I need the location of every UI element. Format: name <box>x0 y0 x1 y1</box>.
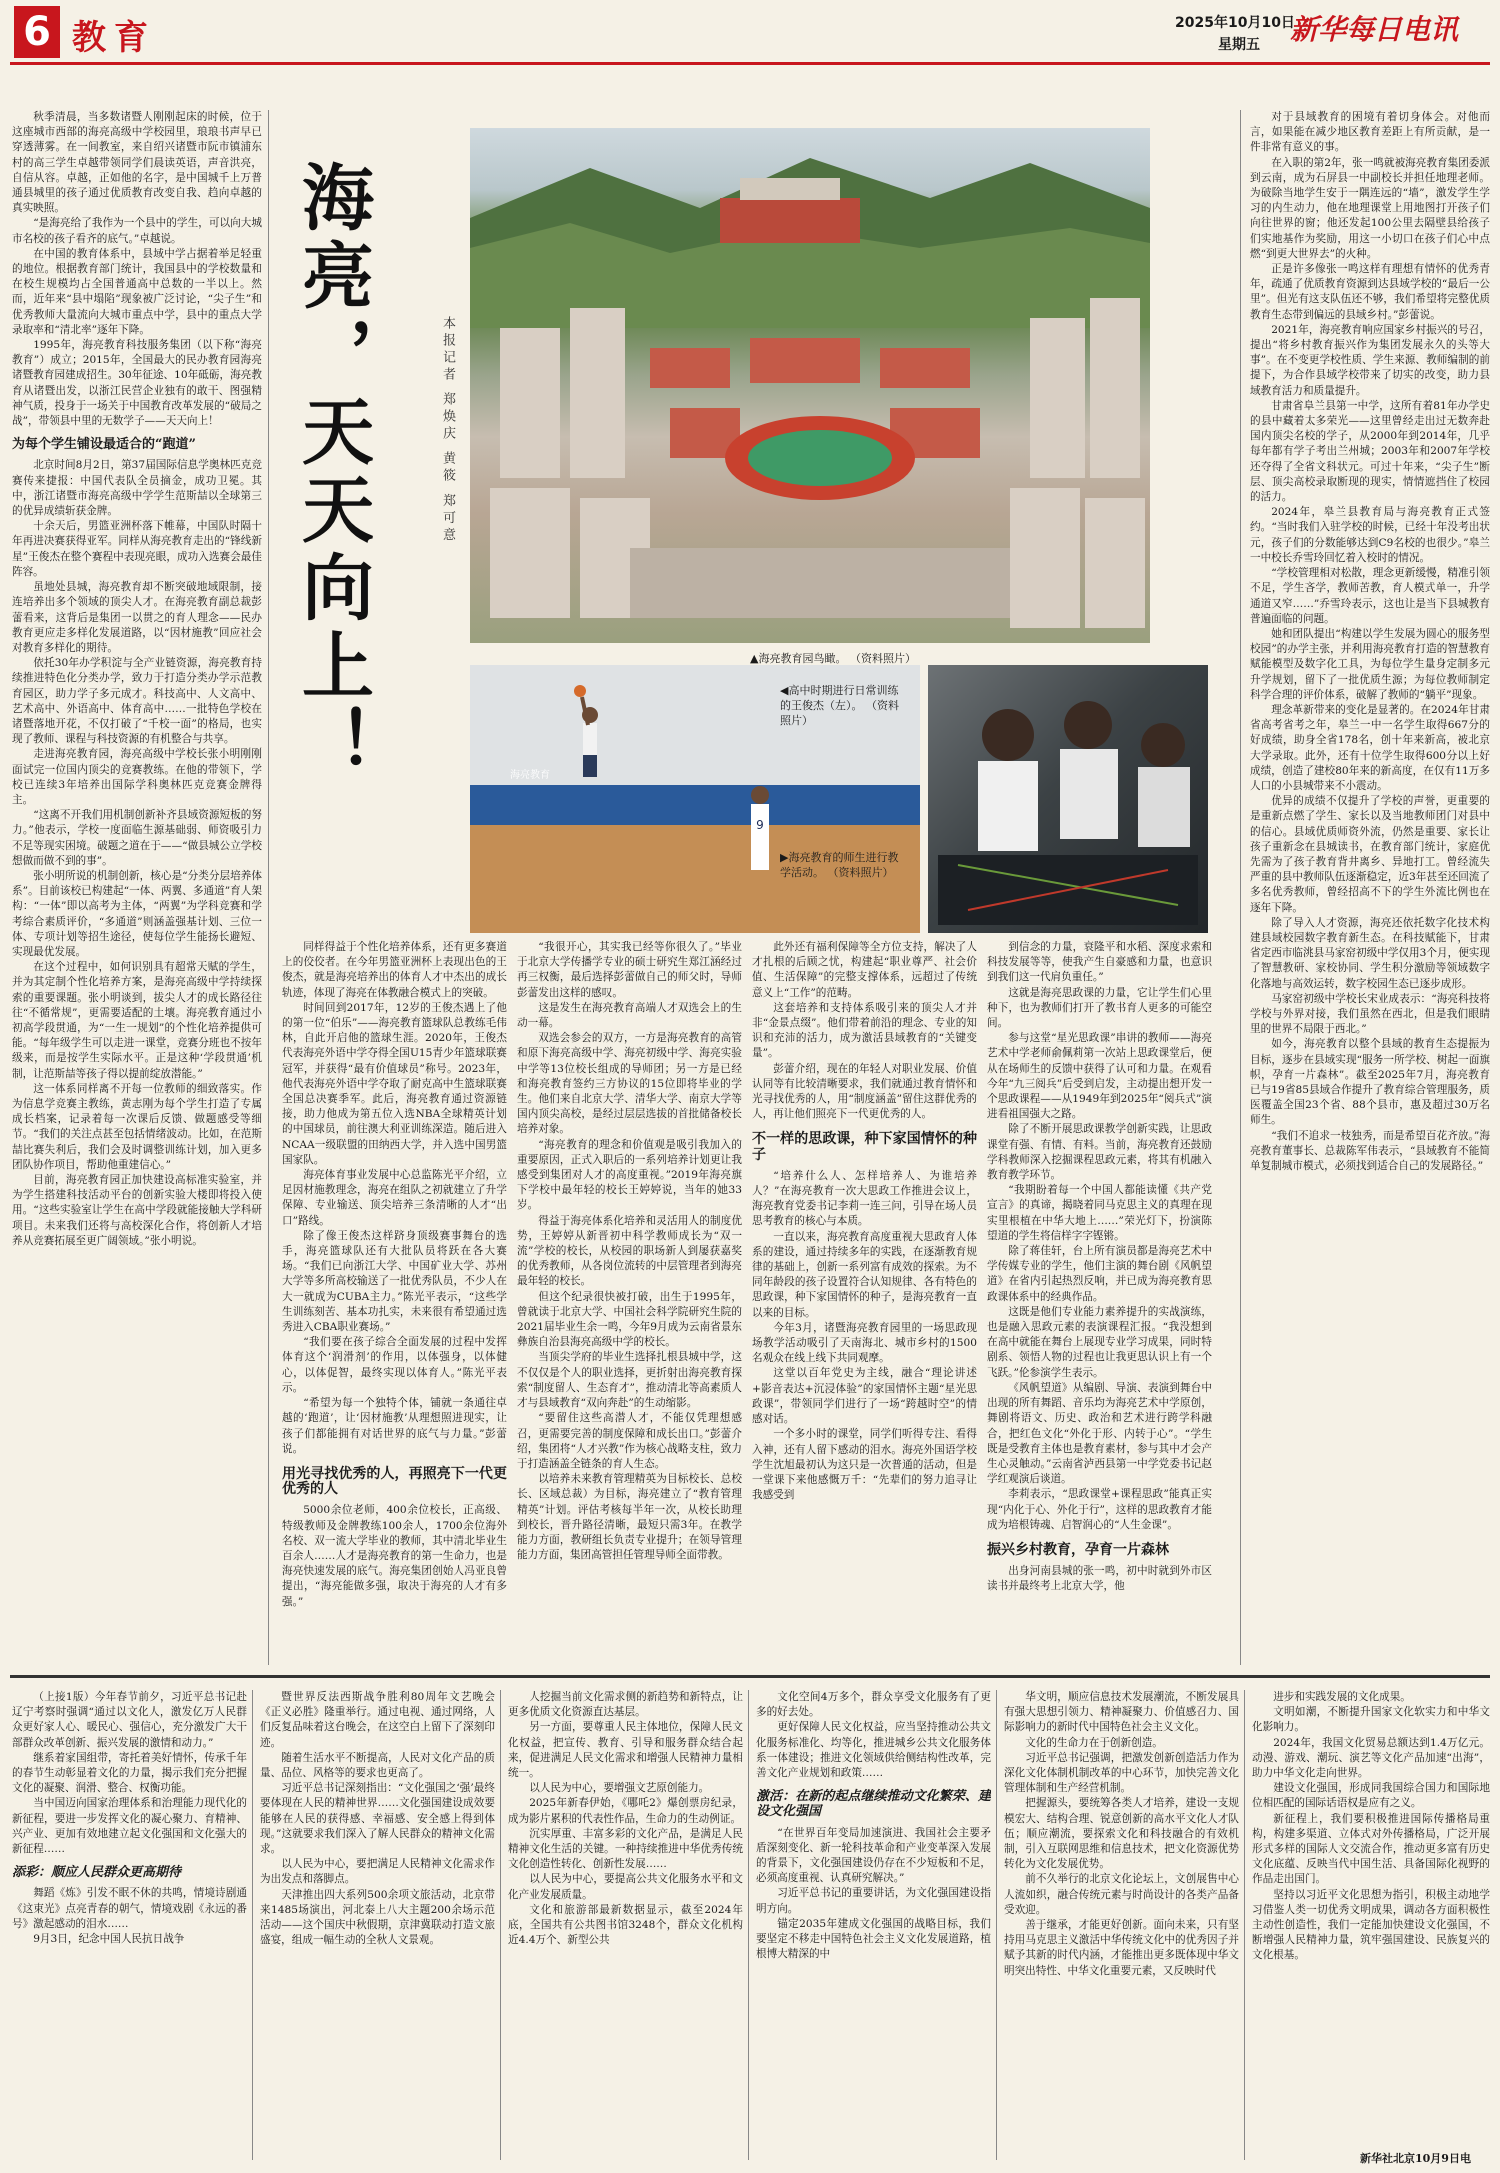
dateline-signoff: 新华社北京10月9日电 <box>1360 2152 1471 2165</box>
bottom-column-5 <box>1004 1690 1239 2160</box>
paragraph: 以人民为中心，要提高公共文化服务水平和文化产业发展质量。 <box>508 1873 743 1901</box>
paragraph: 除了蒋佳轩，台上所有演员都是海亮艺术中学传媒专业的学生，他们主演的舞台剧《风帆望道》在省内引起热烈反响，并已成为海亮教育思政课体系中的经典作品。 <box>987 1245 1212 1303</box>
campus-aerial-illustration <box>470 128 1150 643</box>
paragraph: 今年3月，诸暨海亮教育园里的一场思政现场教学活动吸引了天南海北、城市乡村的1500名观众在线上线下共同观摩。 <box>752 1321 977 1365</box>
caption-source: （资料照片） <box>827 866 894 879</box>
campus-aerial-photo <box>470 128 1150 643</box>
article-column-3 <box>517 940 742 1665</box>
paragraph: 得益于海亮体系化培养和灵活用人的制度优势，王婷婷从新晋初中科学教师成长为“双一流”学校的校长，从校园的职场新人到屡获嘉奖的优秀教师，从各岗位流转的中层管理者到海亮最年轻的校长。 <box>517 1214 742 1288</box>
paragraph: 虽地处县城，海亮教育却不断突破地域限制，接连培养出多个领域的顶尖人才。在海亮教育副总裁彭蕾看来，这背后是集团一以贯之的育人理念——民办教育更应走多样化发展道路，以“因材施教”回应社会对教育多样化的期待。 <box>12 581 262 654</box>
article-column-4 <box>752 940 977 1665</box>
section-title: 教育 <box>72 18 156 58</box>
caption-basketball <box>780 683 908 728</box>
paragraph: 善于继承，才能更好创新。面向未来，只有坚持用马克思主义激活中华传统文化中的优秀因子并赋予其新的时代内涵，才能推出更多既体现中华文明突出特性、中华文化重要元素，又反映时代 <box>1004 1919 1239 1977</box>
paragraph: 文化和旅游部最新数据显示，截至2024年底，全国共有公共图书馆3248个，群众文化机构近4.4万个、新型公共 <box>508 1903 743 1947</box>
paragraph: 暨世界反法西斯战争胜利80周年文艺晚会《正义必胜》隆重举行。通过电视、通过网络，人们反复品味着这台晚会，在这空白上留下了深刻印迹。 <box>260 1691 495 1749</box>
headline-part-b: 天天向上！ <box>290 394 375 784</box>
bottom-column-4 <box>756 1690 991 2160</box>
paragraph: 《风帆望道》从编剧、导演、表演到舞台中出现的所有舞蹈、音乐均为海亮艺术中学原创，舞剧将语文、历史、政治和艺术进行跨学科融合，把红色文化“外化于形、内转于心”。“学生既是受教育主体也是教育素材，参与其中才会产生心灵触动。”云南省泸西县第一中学党委书记赵学红观演后谈道。 <box>987 1381 1212 1486</box>
page-number: 6 <box>14 6 60 58</box>
caption-source: （资料照片） <box>780 699 899 727</box>
newspaper-logo: 新华每日电讯 <box>1290 13 1459 46</box>
paragraph: “海亮教育的理念和价值观是吸引我加入的重要原因，正式入职后的一系列培养计划更让我感受到集团对人才的高度重视。”2019年海亮旗下学校中最年轻的校长王婷婷说，当年的她33岁。 <box>517 1138 742 1212</box>
paragraph: 这就是海亮思政课的力量，它让学生们心里种下，也为教师们打开了教书育人更多的可能空间。 <box>987 986 1212 1030</box>
paragraph: 华文明，顺应信息技术发展潮流，不断发展具有强大思想引领力、精神凝聚力、价值感召力、国际影响力的新时代中国特色社会主义文化。 <box>1004 1691 1239 1734</box>
paragraph: 随着生活水平不断提高，人民对文化产品的质量、品位、风格等的要求也更高了。 <box>260 1751 495 1780</box>
article-column-5 <box>987 940 1212 1665</box>
paragraph: 这堂以百年党史为主线，融合“理论讲述+影音表达+沉浸体验”的家国情怀主题“星光思政课”，带领同学们进行了一场“跨越时空”的情感对话。 <box>752 1367 977 1426</box>
paragraph: 出身河南县城的张一鸣，初中时就到外市区读书并最终考上北京大学，他 <box>987 1565 1212 1593</box>
paragraph: 人挖掘当前文化需求侧的新趋势和新特点，让更多优质文化资源直达基层。 <box>508 1691 743 1719</box>
column-divider <box>268 110 269 1665</box>
paragraph: 同样得益于个性化培养体系，还有更多赛道上的佼佼者。在今年男篮亚洲杯上表现出色的王俊杰，就是海亮培养出的体育人才中杰出的成长轨迹，体现了海亮在体教融合模式上的突破。 <box>282 941 507 999</box>
subhead-activate: 激活：在新的起点继续推动文化繁荣、建设文化强国 <box>756 1789 991 1820</box>
caption-source: （资料照片） <box>849 652 916 665</box>
issue-date: 2025年10月10日 <box>1175 15 1295 31</box>
paragraph: 习近平总书记深刻指出：“文化强国之‘强’最终要体现在人民的精神世界……文化强国建设成效要能够在人民的获得感、幸福感、安全感上得到体现。”这就要求我们深入了解人民群众的精神文化需求。 <box>260 1782 495 1856</box>
paragraph: 新征程上，我们要积极推进国际传播格局重构，构建多渠道、立体式对外传播格局，广泛开展形式多样的国际人文交流合作，推动更多富有历史文化底蕴、反映当代中国生活、具备国际化视野的作品走出国门。 <box>1252 1812 1490 1886</box>
paragraph: 马家窑初级中学校长宋业成表示：“海亮科技将学校与外界对接，我们虽然在西北，但是我们眼睛里的世界不局限于西北。” <box>1250 992 1490 1036</box>
column-divider <box>252 1690 253 2160</box>
paragraph: 参与这堂“星光思政课”串讲的教师——海亮艺术中学老师俞佩莉第一次站上思政课堂后，便从在场师生的反馈中获得了认可和力量。在观看今年“九三阅兵”后受到启发，主动提出想开发一个思政课程——从1949年到2025年“阅兵式”演进看祖国强大之路。 <box>987 1032 1212 1121</box>
paragraph: “我很开心，其实我已经等你很久了。”毕业于北京大学传播学专业的硕士研究生郑江涵经过再三权衡，最后选择彭蕾做自己的师父时，导师彭蕾发出这样的感叹。 <box>517 941 742 999</box>
paragraph: 走进海亮教育园，海亮高级中学校长张小明刚刚面试完一位国内顶尖的竞赛教练。在他的带领下，学校已连续3年培养出国际学科奥林匹克竞赛金牌得主。 <box>12 748 262 806</box>
caption-text: ▲海亮教育园鸟瞰。 <box>750 652 847 665</box>
paragraph: 舞蹈《炼》引发不眠不休的共鸣，情境诗剧通《这束光》点亮青春的朝气，情境戏剧《永远的番号》激起感动的泪水…… <box>12 1887 247 1930</box>
caption-classroom <box>780 850 908 880</box>
paragraph: 继系着家国组带，寄托着美好情怀，传承千年的春节生动彰显着文化的力量，揭示我们充分把握文化的凝聚、润滑、整合、权衡功能。 <box>12 1751 247 1795</box>
basketball-photo <box>470 665 920 933</box>
paragraph: 另一方面，要尊重人民主体地位，保障人民文化权益，把宣传、教育、引导和服务群众结合起来，促进满足人民文化需求和增强人民精神力量相统一。 <box>508 1721 743 1780</box>
paragraph: 依托30年办学积淀与全产业链资源，海亮教育持续推进特色化分类办学，致力于打造分类办学示范教育园区，助力学子多元成才。科技高中、人文高中、艺术高中、外语高中、体育高中……一批特色学校在诸暨落地开花，不仅打破了“千校一面”的格局，也实现了教师、课程与科技资源的有机整合与共享。 <box>12 657 262 746</box>
bottom-column-1 <box>12 1690 247 2160</box>
paragraph: “要留住这些高潜人才，不能仅凭理想感召，更需要完善的制度保障和成长出口。”彭蕾介绍，集团将“人才兴教”作为核心战略支柱，致力于打造涵盖全链条的育人生态。 <box>517 1412 742 1470</box>
column-divider <box>748 1690 749 2160</box>
paragraph: “这离不开我们用机制创新补齐县域资源短板的努力。”他表示，学校一度面临生源基础弱、师资吸引力不足等现实困境。破题之道在于——“做县城公立学校想做而做不到的事”。 <box>12 809 262 867</box>
article-column-1 <box>12 110 262 1665</box>
paragraph: 此外还有福利保障等全方位支持，解决了人才扎根的后顾之忧，构建起“职业尊严、社会价值、生活保障”的完整支撑体系，远超过了传统意义上“工作”的范畴。 <box>752 941 977 999</box>
header-rule <box>10 62 1490 65</box>
column-divider <box>500 1690 501 2160</box>
paragraph: 更好保障人民文化权益，应当坚持推动公共文化服务标准化、均等化，推进城乡公共文化服务体系一体建设；推进文化领域供给侧结构性改革，完善文化产业规划和政策…… <box>756 1721 991 1780</box>
paragraph: 除了像王俊杰这样跻身顶级赛事舞台的选手，海亮篮球队还有大批队员将跃在各大赛场。“我们已向浙江大学、中国矿业大学、苏州大学等多所高校输送了一批优秀队员，不少人在大一就成为CUBA主力。”陈光平表示，“这些学生训练刻苦、基本功扎实，未来很有希望通过选秀进入CBA职业赛场。” <box>282 1229 507 1334</box>
bottom-divider <box>10 1675 1490 1678</box>
paragraph: 一个多小时的课堂，同学们听得专注、看得入神，还有人留下感动的泪水。海亮外国语学校学生沈旭最初认为这只是一次普通的活动，但是一堂课下来他感慨万千：“先辈们的努力追寻让我感受到 <box>752 1428 977 1502</box>
paragraph: 9月3日，纪念中国人民抗日战争 <box>33 1933 185 1946</box>
paragraph: 她和团队提出“构建以学生发展为圆心的服务型校园”的办学主张，并利用海亮教育打造的智慧教育赋能模型及数字化工具，为每位学生量身定制多元升学规划，留下了一批优质生源；为每位教师制定科学合理的评价体系，破解了教师的“躺平”现象。 <box>1250 627 1490 701</box>
paragraph: 坚持以习近平文化思想为指引，积极主动地学习借鉴人类一切优秀文明成果，调动各方面积极性主动性创造性，我们一定能加快建设文化强国，不断增强人民精神力量，筑牢强国建设、民族复兴的文化根基。 <box>1252 1888 1490 1962</box>
paragraph: 优异的成绩不仅提升了学校的声誉，更重要的是重新点燃了学生、家长以及当地教师团门对县中的信心。县域优质师资外流，仍然是重要、家长让孩子重新念在县城读书，在教育部门统计，家庭优先需为了孩子教育背井离乡、异地打工。曾经流失严重的县中教师队伍逐渐稳定，近3年甚至还回流了多名优秀教师，曾经招高不下的学生外流比例也在逐年下降。 <box>1250 795 1490 914</box>
player-defending <box>751 786 769 870</box>
paragraph: 习近平总书记强调，把激发创新创造活力作为深化文化体制机制改革的中心环节，加快完善文化管理体制和生产经营机制。 <box>1004 1751 1239 1795</box>
jersey-number: 9 <box>756 818 764 832</box>
classroom-illustration <box>928 665 1208 933</box>
paragraph: 2024年，我国文化贸易总额达到1.4万亿元。动漫、游戏、潮玩、演艺等文化产品加速“出海”，助力中华文化走向世界。 <box>1252 1736 1490 1780</box>
paragraph: （上接1版）今年春节前夕，习近平总书记赴辽宁考察时强调“通过以文化人，激发亿万人民群众更好家人心、暖民心、强信心，充分激发广大干部群众改革创新、振兴发展的激情和动力。” <box>12 1691 247 1749</box>
subhead-ideology: 不一样的思政课，种下家国情怀的种子 <box>752 1131 977 1163</box>
bottom-column-6 <box>1252 1690 1490 2145</box>
paragraph: 到信念的力量，衰隆平和水稻、深度求索和科技发展等等，使我产生自豪感和力量，也意识到我们这一代肩负重任。” <box>987 941 1212 984</box>
paragraph: 这是发生在海亮教育高端人才双选会上的生动一幕。 <box>517 1001 742 1030</box>
paragraph: 文化空间4万多个，群众享受文化服务有了更多的好去处。 <box>756 1691 991 1719</box>
column-divider <box>1240 110 1241 1665</box>
paragraph: “我期盼着每一个中国人都能读懂《共产党宣言》的真谛，揭晓着同马克思主义的真理在现实里根植在中华大地上……”荣光灯下，扮演陈望道的学生将信样字字铿锵。 <box>987 1184 1212 1242</box>
subhead-rural: 振兴乡村教育，孕育一片森林 <box>987 1541 1169 1558</box>
paragraph: 5000余位老师，400余位校长，正高级、特级教师及金牌教练100余人，1700余位海外名校、双一流大学毕业的教师，其中清北毕业生百余人……人才是海亮教育的第一生命力，也是海亮快速发展的底气。海亮集团创始人冯亚良曾提出，“海亮能做多强，取决于海亮的人才有多强。” <box>282 1504 507 1608</box>
paragraph: 北京时间8月2日，第37届国际信息学奥林匹克竞赛传来捷报：中国代表队全员摘金，成功卫冕。其中，浙江诸暨市海亮高级中学学生范斯喆以全球第三的优异成绩斩获金牌。 <box>12 459 262 518</box>
paragraph: 当顶尖学府的毕业生选择扎根县城中学，这不仅仅是个人的职业选择，更折射出海亮教育探索“制度留人、生态育才”，推动清北等高素质人才与县域教育“双向奔赴”的生动缩影。 <box>517 1351 742 1410</box>
paragraph: 海亮体育事业发展中心总监陈光平介绍，立足因材施教理念，海亮在组队之初就建立了升学保障、专业输送、顶尖培养三条清晰的人才“出口”路线。 <box>282 1169 507 1227</box>
paragraph: 秋季清晨，当多数诸暨人刚刚起床的时候，位于这座城市西部的海亮高级中学校园里，琅琅书声早已穿透薄雾。在一间教室，来自绍兴诸暨市阮市镇浦东村的高三学生卓越带领同学们晨读英语，声音洪亮，自信从容。卓越，正如他的名字，是中国城千上万普通县城里的孩子通过优质教育改变自我、趋向卓越的真实映照。 <box>12 111 262 215</box>
paragraph: 正是许多像张一鸣这样有理想有情怀的优秀青年，疏通了优质教育资源到达县域学校的“最后一公里”。但光有这支队伍还不够，我们希望将完整优质教育生态带到偏远的县域乡村。”彭蕾说。 <box>1250 263 1490 321</box>
column-divider <box>1244 1690 1245 2160</box>
paragraph: 除了导入人才资源，海亮还依托数字化技术构建县域校园数字教育新生态。在科技赋能下，甘肃省定西市临洮县马家窑初级中学仅用3个月，便实现了智慧教研、家校协同、学生积分激励等领域数字化落地与高效运转，数字校园生态已逐步成形。 <box>1250 916 1490 990</box>
paragraph: 理念革新带来的变化是显著的。在2024年甘肃省高考省考之年，皋兰一中一名学生取得667分的好成绩，助身全省178名，创十年来新高，被北京大学录取。此外，还有十位学生取得600分以上好成绩，创造了建校80年来的新高度，在仅有11万多人口的小县城带来不小震动。 <box>1250 703 1490 792</box>
paragraph: 目前，海亮教育园正加快建设高标准实验室，并为学生搭建科技活动平台的创新实验大楼即将投入使用。“这些实验室让学生在高中学段就能接触大学科研项目。未来我们还将与高校深化合作，将创新人才培养从竞赛拓展至更广阔领域。”张小明说。 <box>12 1174 262 1247</box>
article-column-6 <box>1250 110 1490 1665</box>
paragraph: 2024年，皋兰县教育局与海亮教育正式签约。“当时我们入驻学校的时候，已经十年没考出状元，孩子们的分数能够达到C9名校的也很少。”皋兰一中校长乔雪玲回忆着入校时的情况。 <box>1250 506 1490 564</box>
paragraph: 以培养未来教育管理精英为目标校长、总校长、区域总裁）为目标，海亮建立了“教育管理精英”计划。评估考核每半年一次，从校长助理到校长，晋升路径清晰，最短只需3年。在教学能力方面，教研组长负责专业提升；在领导管理能力方面，集团高管担任管理导师全面带教。 <box>517 1473 742 1562</box>
classroom-photo <box>928 665 1208 933</box>
paragraph: 建设文化强国，形成同我国综合国力和国际地位相匹配的国际话语权是应有之义。 <box>1252 1782 1490 1810</box>
paragraph: 进步和实践发展的文化成果。 <box>1273 1691 1411 1703</box>
bottom-column-3 <box>508 1690 743 2160</box>
paragraph: 习近平总书记的重要讲话，为文化强国建设指明方向。 <box>756 1887 991 1915</box>
subhead-track: 为每个学生铺设最适合的“跑道” <box>12 437 196 453</box>
paragraph: 李莉表示，“思政课堂+课程思政”能真正实现“内化于心、外化于行”，这样的思政教育才能成为培根铸魂、启智润心的“人生金课”。 <box>987 1488 1212 1531</box>
paragraph: 这既是他们专业能力素养提升的实战演练，也是融入思政元素的表演课程汇报。“我没想到在高中就能在舞台上展现专业学习成果，同时特剧系、领悟人物的过程也让我更思认识上有一个飞跃。”伦参演学生表示。 <box>987 1305 1212 1379</box>
col1-paragraphs <box>12 110 262 429</box>
paragraph: 天津推出四大系列500余项文旅活动，北京带来1485场演出，河北泰上八大主题200余场示范活动——这个国庆中秋假期，京津冀联动打造文旅盛宴，组成一幅生动的全秋人文景观。 <box>260 1888 495 1947</box>
paragraph: 前不久举行的北京文化论坛上，文创展售中心人流如织，融合传统元素与时尚设计的各类产品备受欢迎。 <box>1004 1873 1239 1916</box>
col1b-paragraphs <box>12 458 262 1249</box>
paragraph: 甘肃省阜兰县第一中学，这所有着81年办学史的县中藏着太多荣光——这里曾经走出过无数奔赴国内顶尖名校的学子，从2000年到2014年，几乎每年都有学子考出兰州城；2003年和2007年学校还夺得了全省文科状元。可过十年来，“尖子生”断层、顶尖高校录取断现的现实，情情遮挡住了校园的活力。 <box>1250 399 1490 504</box>
paragraph: 2025年新春伊始，《哪吒2》爆创票房纪录，成为影片累积的代表性作品，生命力的生动例证。 <box>508 1797 743 1825</box>
paragraph: 除了不断开展思政课教学创新实践，让思政课堂有强、有情、有料。当前，海亮教育还鼓励学科教师深入挖掘课程思政元素，将其有机融入教育教学环节。 <box>987 1123 1212 1182</box>
headline-part-a: 海亮， <box>290 160 375 394</box>
paragraph: 如今，海亮教育以整个县域的教育生态提振为目标，逐步在县域实现“服务一所学校、树起一面旗帜，孕育一片森林”。截至2025年7月，海亮教育已与19省85县域合作提升了教育综合管理服务，质医覆盖全国23个省、88个县市，惠及超过30万名师生。 <box>1250 1038 1490 1127</box>
paragraph: 文明如潮，不断提升国家文化软实力和中华文化影响力。 <box>1252 1706 1490 1734</box>
caption-aerial <box>750 650 916 666</box>
paragraph: 以人民为中心，要增强文艺原创能力。 <box>529 1782 710 1795</box>
paragraph: “我们不追求一枝独秀，而是希望百花齐放。”海亮教育董事长、总裁陈军伟表示，“县域教育不能简单复制城市模式，必须找到适合自己的发展路径。” <box>1250 1129 1490 1173</box>
paragraph: 对于县域教育的困境有着切身体会。对他而言，如果能在减少地区教育差距上有所贡献，是一件非常有意义的事。 <box>1250 111 1490 154</box>
issue-weekday: 星期五 <box>1218 37 1260 53</box>
banner-sign: 海亮教育 <box>510 770 550 781</box>
page-header <box>0 0 1500 62</box>
paragraph: 时间回到2017年，12岁的王俊杰遇上了他的第一位“伯乐”——海亮教育篮球队总教练毛伟林，自此开启他的篮球生涯。2020年，王俊杰代表海亮外语中学夺得全国U15青少年篮球联赛冠军，并获得“最有价值球员”称号。2023年，他代表海亮外语中学夺取了耐克高中生篮球联赛全国总决赛季军。此后，海亮教育通过资源链接，助力他成为第五位入选NBA全球精英计划的中国球员，前往澳大利亚训练深造。随后进入NCAA一级联盟的田纳西大学，并入选中国男篮国家队。 <box>282 1001 507 1166</box>
paragraph: 但这个纪录很快被打破，出生于1995年，曾就读于北京大学、中国社会科学院研究生院的2021届毕业生余一鸣，今年9月成为云南省景东彝族自治县海亮高级中学的校长。 <box>517 1290 742 1349</box>
paragraph: 在入职的第2年，张一鸣就被海亮教育集团委派到云南，成为石屏县一中副校长并担任地理老师。为破除当地学生安于一隅连远的“墙”，激发学生学习的内生动力，他在地理课堂上用地图打开孩子们向往世界的窗；他还发起100公里去隔壁县给孩子们实地基作为奖励，用这一小切口在孩子们心中点燃“到更大世界去”的火种。 <box>1250 156 1490 260</box>
paragraph: 这套培养和支持体系吸引来的顶尖人才并非“金景点缀”。他们带着前沿的理念、专业的知识和充沛的活力，成为激活县域教育的“关键变量”。 <box>752 1001 977 1060</box>
paragraph: 把握源头，要统筹各类人才培养，建设一支规模宏大、结构合理、锐意创新的高水平文化人才队伍；顺应潮流，要探索文化和科技融合的有效机制，引入互联网思维和信息技术，把文化资源优势转化为文化发展优势。 <box>1004 1797 1239 1871</box>
paragraph: 彭蕾介绍，现在的年轻人对职业发展、价值认同等有比较清晰要求，我们就通过教育情怀和光寻找优秀的人，用“制度涵盖”留住这群优秀的人，再让他们照亮下一代更优秀的人。 <box>752 1062 977 1121</box>
paragraph: 当中国迈向国家治理体系和治理能力现代化的新征程，要进一步发挥文化的凝心聚力、育精神、兴产业、更加有效地建立起文化强国和文化强大的新征程…… <box>12 1797 247 1856</box>
paragraph: 以人民为中心，要把满足人民精神文化需求作为出发点和落脚点。 <box>260 1858 495 1886</box>
paragraph: 沉实厚重、丰富多彩的文化产品，是满足人民精神文化生活的关键。一种持续推进中华优秀传统文化创造性转化、创新性发展…… <box>508 1827 743 1871</box>
headline <box>290 160 375 784</box>
paragraph: 文化的生命力在于创新创造。 <box>1025 1736 1163 1749</box>
paragraph: 双选会参会的双方，一方是海亮教育的高管和原下海亮高级中学、海亮初级中学、海亮实验中学等13位校长组成的导师团；另一方是已经和海亮教育签约三方协议的15位即将毕业的学生。他们来自北京大学、清华大学、南京大学等国内顶尖高校，是经过层层选拔的首批储备校长培养对象。 <box>517 1032 742 1136</box>
bottom-column-2 <box>260 1690 495 2160</box>
paragraph: 张小明所说的机制创新，核心是“分类分层培养体系”。目前该校已构建起“一体、两翼、多通道”育人架构：“一体”即以高考为主体，“两翼”为学科竞赛和学考综合素质评价，“多通道”则涵盖强基计划、三位一体、专项计划等招生途径，使每位学生能扬长避短、实现最优发展。 <box>12 869 262 958</box>
paragraph: 十余天后，男篮亚洲杯落下帷幕，中国队时隔十年再进决赛获得亚军。同样从海亮教育走出的“锋线新星”王俊杰在整个赛程中表现亮眼，成功入选赛会最佳阵容。 <box>12 520 262 578</box>
paragraph: “我们要在孩子综合全面发展的过程中发挥体育这个‘润滑剂’的作用，以体强身，以体健心，以体促智，最终实现以体育人。”陈光平表示。 <box>282 1336 507 1394</box>
caption-text: ▶海亮教育的师生进行教学活动。 <box>780 851 899 879</box>
paragraph: “学校管理相对松散，理念更新缓慢，精准引领不足，学生吝学，教师苦教，育人模式单一，升学通道又窄……”乔雪玲表示，这也让是当下县城教育普遍面临的问题。 <box>1250 567 1490 625</box>
caption-text: ◀高中时期进行日常训练的王俊杰（左）。 <box>780 684 899 712</box>
paragraph: 在这个过程中，如何识别具有超常天赋的学生，并为其定制个性化培养方案，是海亮高级中学持续探索的重要课题。张小明谈到，拔尖人才的成长路径往往“不循常规”，更需要适配的土壤。海亮教育通过小初高学段贯通，为“一生一规划”的个性化培养提供可能。“每年级学生可以走进一课堂，竞赛分班也不按年级来，而是按学生实际水平。正是这种‘学段贯通’机制，让范斯喆等孩子得以提前绽放潜能。” <box>12 961 262 1080</box>
paragraph: 1995年，海亮教育科技服务集团（以下称“海亮教育”）成立；2015年，全国最大的民办教育园海亮诸暨教育园建成招生。30年征途、10年砥砺，海亮教育从诸暨出发，以浙江民营企业独有的敢干、图强精神气质，投身于一场关于中国教育改革发展的“破局之战”，带领县中里的无数学子——天天向上！ <box>12 339 262 428</box>
subhead-talent: 用光寻找优秀的人，再照亮下一代更优秀的人 <box>282 1465 507 1498</box>
paragraph: 在中国的教育体系中，县域中学占据着举足轻重的地位。根据教育部门统计，我国县中的学校数量和在校生规模均占全国普通高中总数的一半以上。然而，近年来“县中塌陷”现象被广泛讨论，“尖子生”和优秀教师大量流向大城市重点中学，县中的重点大学录取率和“清北率”逐年下降。 <box>12 247 262 336</box>
paragraph: “培养什么人、怎样培养人、为谁培养人？”在海亮教育一次大思政工作推进会议上，海亮教育党委书记李莉一连三问，引导在场人员思考教育的核心与本质。 <box>752 1169 977 1228</box>
subhead-addcolor: 添彩：顺应人民群众更高期待 <box>12 1865 182 1881</box>
byline: 本报记者 郑焕庆 黄筱 郑可意 <box>440 316 455 545</box>
paragraph: 这一体系同样离不开每一位教师的细致落实。作为信息学竞赛主教练，黄志刚为每个学生打造了专属成长档案，记录着每一次课后反馈、做题感受等细节。“我们的关注点甚至包括情绪波动。比如，在范斯喆比赛失利后，我们会及时调整训练计划，加入更多团队协作项目，帮助他重建信心。” <box>12 1082 262 1171</box>
article-column-2 <box>282 940 507 1665</box>
paragraph: 一直以来，海亮教育高度重视大思政育人体系的建设，通过持续多年的实践，在逐渐教育规律的基础上，创新一系列富有成效的探索。为不同年龄段的孩子设置符合认知规律、各有特色的思政课，种下家国情怀的种子，是海亮教育一直以来的目标。 <box>752 1230 977 1319</box>
paragraph: “希望为每一个独特个体，铺就一条通往卓越的‘跑道’，让‘因材施教’从理想照进现实，让孩子们都能拥有对话世界的底气与力量。”彭蕾说。 <box>282 1397 507 1455</box>
paragraph: 2021年，海亮教育响应国家乡村振兴的号召，提出“将乡村教育振兴作为集团发展永久的头等大事”。在不变更学校性质、学生来源、教师编制的前提下，为合作县域学校带来了切实的改变，助力县域教育活力和质量提升。 <box>1250 323 1490 397</box>
paragraph: “在世界百年变局加速演进、我国社会主要矛盾深刻变化、新一轮科技革命和产业变革深入发展的背景下，文化强国建设仍存在不少短板和不足，必须高度重视、认真研究解决。” <box>756 1826 991 1885</box>
paragraph: “是海亮给了我作为一个县中的学生，可以向大城市名校的孩子看齐的底气。”卓越说。 <box>12 217 262 245</box>
column-divider <box>996 1690 997 2160</box>
paragraph: 锚定2035年建成文化强国的战略目标，我们要坚定不移走中国特色社会主义文化发展道路，植根博大精深的中 <box>756 1917 991 1961</box>
